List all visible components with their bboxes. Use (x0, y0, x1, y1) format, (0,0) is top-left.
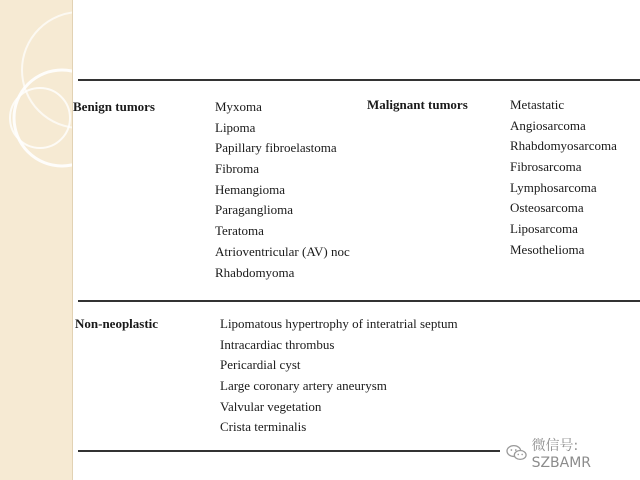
non-neoplastic-heading: Non-neoplastic (75, 316, 159, 331)
list-item: Large coronary artery aneurysm (220, 378, 387, 394)
decorative-circles (0, 0, 72, 480)
list-item: Fibrosarcoma (510, 159, 582, 175)
malignant-list (510, 95, 617, 261)
list-item: Atrioventricular (AV) noc (215, 243, 350, 259)
list-item: Crista terminalis (220, 419, 307, 435)
list-item: Liposarcoma (510, 221, 578, 237)
list-item: Valvular vegetation (220, 398, 322, 414)
list-item: Pericardial cyst (220, 357, 301, 373)
list-item: Angiosarcoma (510, 117, 586, 133)
list-item: Rhabdomyosarcoma (510, 138, 617, 154)
list-item: Hemangioma (215, 181, 286, 197)
list-item: Papillary fibroelastoma (215, 140, 337, 156)
list-item: Lipomatous hypertrophy of interatrial septum (220, 316, 458, 331)
watermark-text: 微信号: SZBAMR (531, 438, 592, 471)
list-item: Rhabdomyoma (215, 264, 295, 280)
decorative-side-panel (0, 0, 73, 480)
list-item: Paraganglioma (215, 202, 293, 218)
list-item: Lipoma (215, 119, 256, 135)
watermark (506, 438, 640, 471)
list-item: Metastatic (510, 97, 565, 112)
bottom-rule (78, 450, 500, 452)
list-item: Fibroma (215, 161, 260, 177)
list-item: Mesothelioma (510, 241, 585, 257)
list-item: Myxoma (215, 99, 262, 114)
benign-heading: Benign tumors (73, 99, 155, 114)
non-neoplastic-list (220, 314, 458, 438)
list-item: Intracardiac thrombus (220, 336, 335, 352)
top-rule (78, 79, 640, 81)
list-item: Teratoma (215, 223, 264, 239)
benign-list (215, 97, 352, 283)
middle-rule (78, 300, 640, 302)
list-item: Osteosarcoma (510, 200, 584, 216)
malignant-heading: Malignant tumors (367, 97, 468, 112)
wechat-icon (506, 444, 528, 462)
list-item: Lymphosarcoma (510, 179, 597, 195)
